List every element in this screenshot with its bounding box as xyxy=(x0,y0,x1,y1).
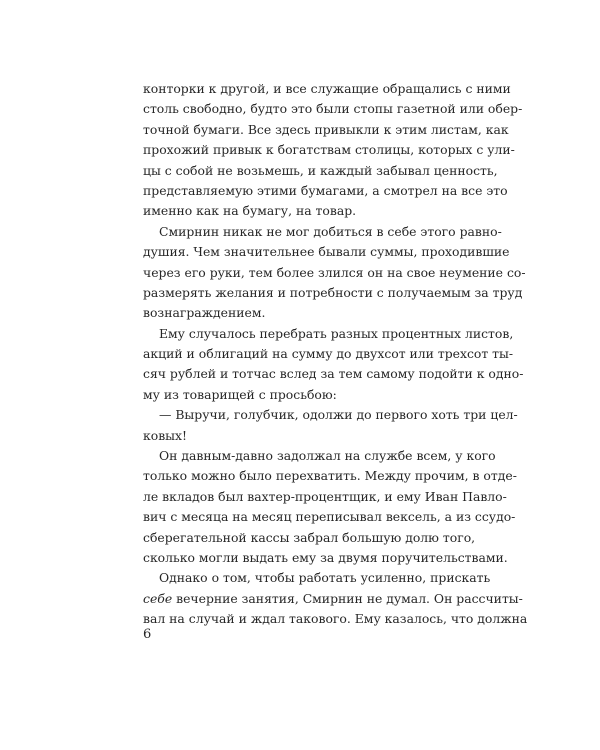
text-line: ле вкладов был вахтер-процентщик, и ему Иван Павло- xyxy=(143,488,507,504)
text-line: именно как на бумагу, на товар. xyxy=(143,203,357,219)
text-line: размерять желания и потребности с получаемым за труд xyxy=(143,284,523,300)
text-line-rest: вечерние занятия, Смирнин не думал. Он рассчиты- xyxy=(172,590,523,606)
emphasis-word: себе xyxy=(143,590,173,606)
text-line: душия. Чем значительнее бывали суммы, проходившие xyxy=(143,244,510,260)
text-line: представляемую этими бумагами, а смотрел на все это xyxy=(143,182,508,198)
text-line: вал на случай и ждал такового. Ему казалось, что должна xyxy=(143,611,528,627)
text-line: сколько могли выдать ему за двумя поручительствами. xyxy=(143,549,508,565)
text-line: точной бумаги. Все здесь привыкли к этим листам, как xyxy=(143,121,509,137)
text-line: акций и облигаций на сумму до двухсот или трехсот ты- xyxy=(143,346,514,362)
text-line: Он давным-давно задолжал на службе всем, у кого xyxy=(159,448,496,464)
text-line: — Выручи, голубчик, одолжи до первого хоть три цел- xyxy=(159,407,518,423)
text-line: только можно было перехватить. Между прочим, в отде- xyxy=(143,468,517,484)
text-line: конторки к другой, и все служащие обращались с ними xyxy=(143,81,511,96)
text-line: Смирнин никак не мог добиться в себе этого равно- xyxy=(159,223,502,239)
text-line: прохожий привык к богатствам столицы, которых с ули- xyxy=(143,142,515,158)
text-line: вознаграждением. xyxy=(143,305,266,321)
page-number: 6 xyxy=(143,627,152,642)
text-line: столь свободно, будто это были стопы газетной или обер- xyxy=(143,101,523,117)
body-text xyxy=(143,79,528,630)
text-line: Однако о том, чтобы работать усиленно, прискать xyxy=(159,570,491,586)
text-line: му из товарищей с просьбою: xyxy=(143,386,337,402)
text-line: цы с собой не возьмешь, и каждый забывал ценность, xyxy=(143,162,498,178)
text-line: Ему случалось перебрать разных процентных листов, xyxy=(159,325,514,341)
text-line: вич с месяца на месяц переписывал вексель, а из ссудо- xyxy=(143,509,516,525)
text-line: ковых! xyxy=(143,427,188,443)
text-line: через его руки, тем более злился он на свое неумение со- xyxy=(143,264,526,280)
text-line: сяч рублей и тотчас вслед за тем самому подойти к одно- xyxy=(143,366,524,382)
text-line xyxy=(143,589,523,609)
text-line: сберегательной кассы забрал большую долю того, xyxy=(143,529,476,545)
